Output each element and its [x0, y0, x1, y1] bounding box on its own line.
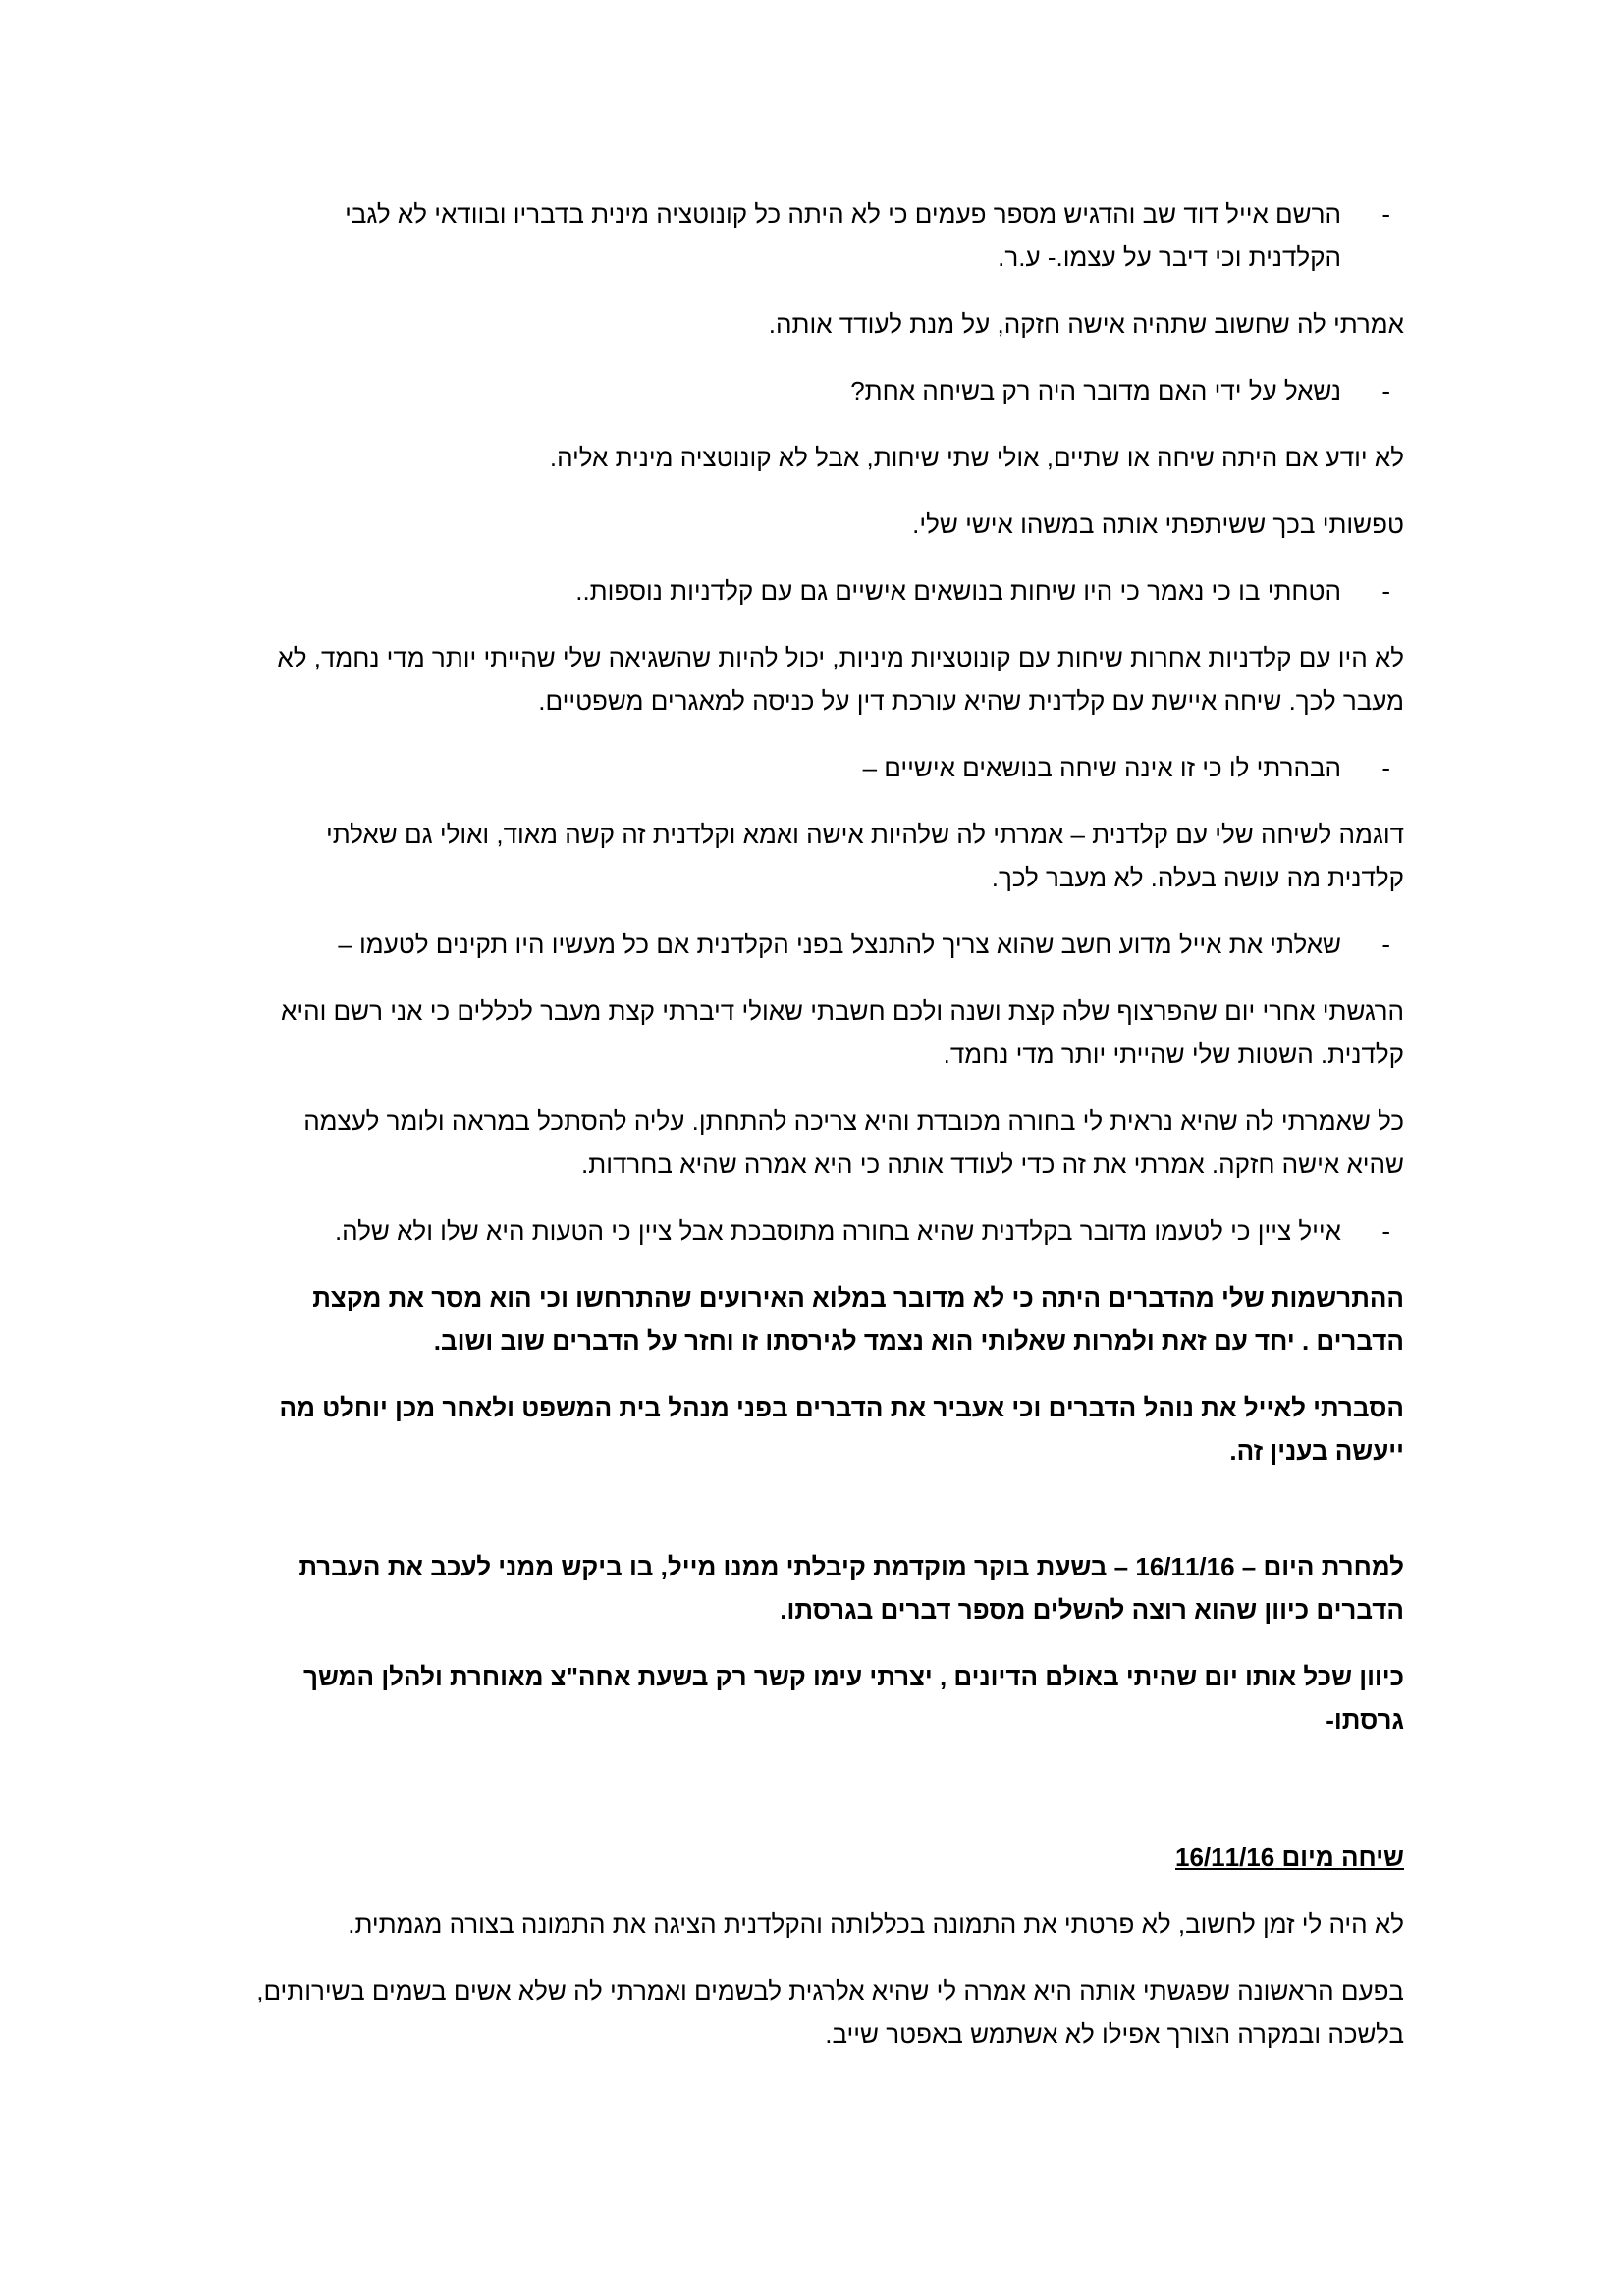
bullet-text: שאלתי את אייל מדוע חשב שהוא צריך להתנצל בפני הקלדנית אם כל מעשיו היו תקינים לטעמו –: [338, 930, 1341, 959]
document-body: [245, 192, 1404, 2079]
bullet-text: נשאל על ידי האם מדובר היה רק בשיחה אחת?: [850, 376, 1341, 405]
paragraph: הרגשתי אחרי יום שהפרצוף שלה קצת ושנה ולכם חשבתי שאולי דיברתי קצת מעבר לכללים כי אני רשם והיא קלדנית. השטות שלי שהייתי יותר מדי נחמד.: [281, 996, 1404, 1069]
bullet-item: [245, 369, 1404, 412]
bullet-item: [245, 746, 1404, 789]
bullet-text: אייל ציין כי לטעמו מדובר בקלדנית שהיא בחורה מתוסבכת אבל ציין כי הטעות היא שלו ולא שלה.: [334, 1216, 1341, 1246]
paragraph: אמרתי לה שחשוב שתהיה אישה חזקה, על מנת לעודד אותה.: [768, 309, 1404, 339]
bullet-dash: -: [1381, 930, 1390, 959]
bold-paragraph: למחרת היום – 16/11/16 – בשעת בוקר מוקדמת קיבלתי ממנו מייל, בו ביקש ממני לעכב את העברת הדברים כיוון שהוא רוצה להשלים מספר דברים בגרסתו.: [298, 1552, 1404, 1625]
bullet-dash: -: [1381, 199, 1390, 229]
paragraph: דוגמה לשיחה שלי עם קלדנית – אמרתי לה שלהיות אישה ואמא וקלדנית זה קשה מאוד, ואולי גם שאלתי קלדנית מה עושה בעלה. לא מעבר לכך.: [325, 820, 1404, 892]
bullet-text: הרשם אייל דוד שב והדגיש מספר פעמים כי לא היתה כל קונוטציה מינית בדבריו ובוודאי לא לגבי הקלדנית וכי דיבר על עצמו.- ע.ר.: [345, 199, 1341, 272]
bold-paragraph: ההתרשמות שלי מהדברים היתה כי לא מדובר במלוא האירועים שהתרחשו וכי הוא מסר את מקצת הדברים . יחד עם זאת ולמרות שאלותי הוא נצמד לגירסתו זו וחזר על הדברים שוב ושוב.: [312, 1283, 1404, 1356]
bullet-item: [245, 192, 1404, 279]
bullet-item: [245, 1209, 1404, 1253]
paragraph: לא היו עם קלדניות אחרות שיחות עם קונוטציות מיניות, יכול להיות שהשגיאה שלי שהייתי יותר מדי נחמד, לא מעבר לכך. שיחה איישת עם קלדנית שהיא עורכת דין על כניסה למאגרים משפטיים.: [277, 643, 1404, 716]
bullet-item: [245, 923, 1404, 966]
paragraph: לא היה לי זמן לחשוב, לא פרטתי את התמונה בכללותה והקלדנית הציגה את התמונה בצורה מגמתית.: [348, 1909, 1404, 1939]
bold-paragraph: הסברתי לאייל את נוהל הדברים וכי אעביר את הדברים בפני מנהל בית המשפט ולאחר מכן יוחלט מה ייעשה בענין זה.: [279, 1393, 1404, 1466]
bullet-dash: -: [1381, 1216, 1390, 1246]
bullet-dash: -: [1381, 753, 1390, 782]
paragraph: בפעם הראשונה שפגשתי אותה היא אמרה לי שהיא אלרגית לבשמים ואמרתי לה שלא אשים בשמים בשירותים, בלשכה ובמקרה הצורך אפילו לא אשתמש באפטר שייב.: [256, 1976, 1404, 2049]
bold-paragraph: כיוון שכל אותו יום שהיתי באולם הדיונים , יצרתי עימו קשר רק בשעת אחה"צ מאוחרת ולהלן המשך גרסתו-: [302, 1662, 1404, 1735]
paragraph: טפשותי בכך ששיתפתי אותה במשהו אישי שלי.: [912, 509, 1404, 539]
bullet-text: הבהרתי לו כי זו אינה שיחה בנושאים אישיים –: [862, 753, 1341, 782]
bullet-dash: -: [1381, 576, 1390, 606]
section-heading: שיחה מיום 16/11/16: [1175, 1842, 1404, 1872]
bullet-item: [245, 569, 1404, 613]
paragraph: לא יודע אם היתה שיחה או שתיים, אולי שתי שיחות, אבל לא קונוטציה מינית אליה.: [549, 443, 1404, 472]
bullet-text: הטחתי בו כי נאמר כי היו שיחות בנושאים אישיים גם עם קלדניות נוספות..: [575, 576, 1341, 606]
bullet-dash: -: [1381, 376, 1390, 405]
paragraph: כל שאמרתי לה שהיא נראית לי בחורה מכובדת והיא צריכה להתחתן. עליה להסתכל במראה ולומר לעצמה שהיא אישה חזקה. אמרתי את זה כדי לעודד אותה כי היא אמרה שהיא בחרדות.: [303, 1106, 1404, 1179]
